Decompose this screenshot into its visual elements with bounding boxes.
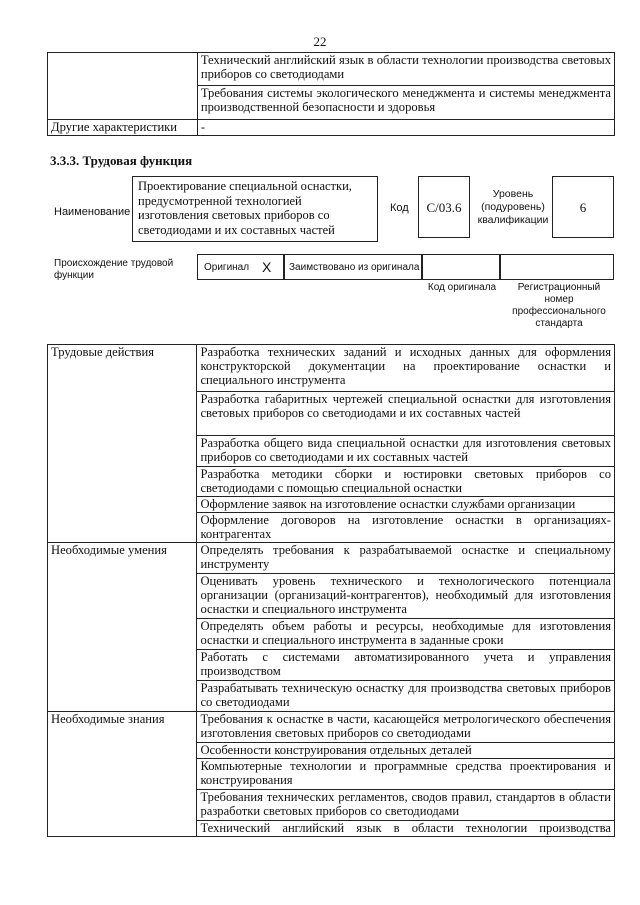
function-code: C/03.6	[418, 176, 470, 238]
table-cell-text: Технический английский язык в области технологии производства световых приборов со светодиодами	[197, 53, 614, 86]
reg-number-caption: Регистрационный номер профессионального стандарта	[512, 282, 606, 329]
main-table	[47, 344, 615, 837]
top-table	[47, 52, 615, 136]
list-item: Требования к оснастке в части, касающейся метрологического обеспечения изготовления световых приборов со светодиодами	[197, 712, 615, 743]
other-characteristics-label: Другие характеристики	[48, 120, 198, 136]
table-cell-label	[48, 53, 198, 120]
list-item: Разработка технических заданий и исходных данных для оформления конструкторской документации на проектирование оснастки и специального инструмента	[197, 345, 615, 392]
original-mark: X	[262, 259, 272, 275]
list-item: Оценивать уровень технического и технологического потенциала организации (организаций-контрагентов), необходимый для изготовления оснастки и специального инструмента	[197, 574, 615, 619]
list-item: Особенности конструирования отдельных деталей	[197, 743, 615, 759]
list-item: Определять требования к разрабатываемой оснастке и специальному инструменту	[197, 543, 615, 574]
code-original-box	[422, 254, 500, 280]
table-cell-text: Требования системы экологического менеджмента и системы менеджмента производственной безопасности и здоровья	[197, 86, 614, 120]
qualification-level: 6	[552, 176, 614, 238]
list-item: Оформление заявок на изготовление оснастки службами организации	[197, 497, 615, 513]
table-row	[48, 120, 615, 136]
list-item: Компьютерные технологии и программные средства проектирования и конструирования	[197, 759, 615, 790]
original-box	[197, 254, 284, 280]
group-label-skills: Необходимые умения	[48, 543, 197, 712]
list-item: Разработка габаритных чертежей специальной оснастки для изготовления световых приборов со светодиодами и их составных частей	[197, 392, 615, 436]
other-characteristics-value: -	[197, 120, 614, 136]
origin-label: Происхождение трудовой функции	[54, 258, 174, 281]
list-item: Требования технических регламентов, сводов правил, стандартов в области разработки световых приборов со светодиодами	[197, 790, 615, 821]
section-title: 3.3.3. Трудовая функция	[50, 153, 193, 168]
group-label-knowledge: Необходимые знания	[48, 712, 197, 837]
borrowed-box	[284, 254, 422, 280]
page-number: 22	[313, 34, 327, 49]
table-row	[48, 543, 615, 574]
original-label: Оригинал	[204, 262, 250, 273]
name-label: Наименование	[54, 206, 131, 218]
list-item: Оформление договоров на изготовление оснастки в организациях-контрагентах	[197, 513, 615, 543]
code-label: Код	[390, 202, 409, 214]
list-item: Разработка общего вида специальной оснастки для изготовления световых приборов со светодиодами и их составных частей	[197, 436, 615, 467]
table-row	[48, 712, 615, 743]
list-item: Работать с системами автоматизированного учета и управления производством	[197, 650, 615, 681]
code-original-caption: Код оригинала	[427, 282, 497, 293]
table-row	[48, 53, 615, 86]
function-name: Проектирование специальной оснастки, предусмотренной технологией изготовления световых приборов со светодиодами и их составных частей	[132, 176, 378, 242]
borrowed-label: Заимствовано из оригинала	[289, 262, 420, 273]
level-label: Уровень (подуровень) квалификации	[477, 188, 549, 226]
list-item: Технический английский язык в области технологии производства	[197, 821, 615, 837]
list-item: Разрабатывать техническую оснастку для производства световых приборов со светодиодами	[197, 681, 615, 712]
group-label-labor-actions: Трудовые действия	[48, 345, 197, 543]
list-item: Определять объем работы и ресурсы, необходимые для изготовления оснастки и специального инструмента в заданные сроки	[197, 619, 615, 650]
reg-number-box	[500, 254, 614, 280]
table-row	[48, 345, 615, 392]
list-item: Разработка методики сборки и юстировки световых приборов со светодиодами с помощью специальной оснастки	[197, 467, 615, 497]
